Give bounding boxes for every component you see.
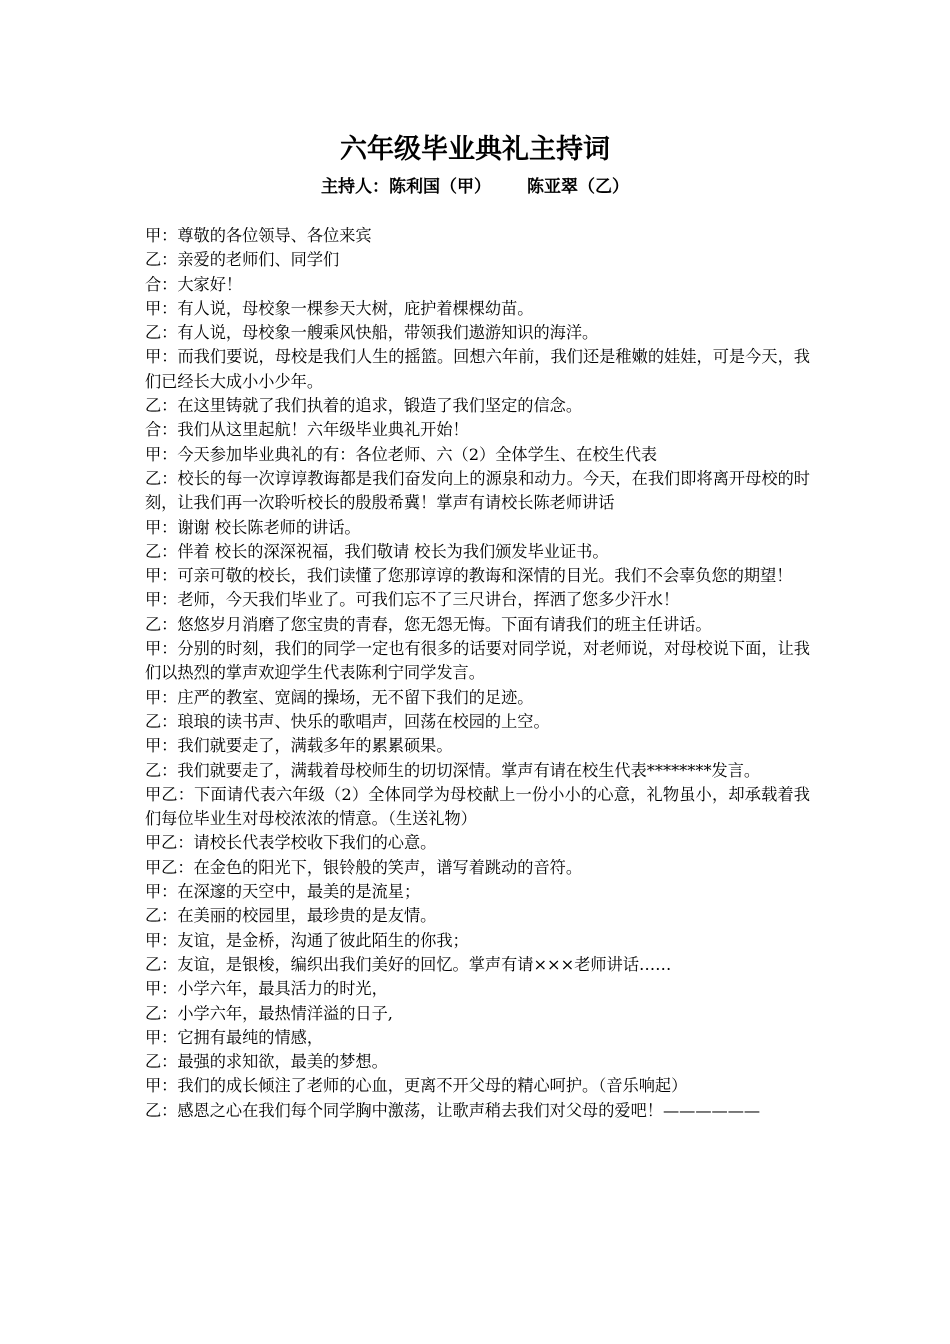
dialogue-line: 乙：在美丽的校园里，最珍贵的是友情。: [145, 906, 437, 926]
dialogue-line: 乙：校长的每一次谆谆教诲都是我们奋发向上的源泉和动力。今天，在我们即将离开母校的时刻，让我们再一次聆听校长的殷殷希冀！掌声有请校长陈老师讲话: [145, 468, 810, 513]
dialogue-line: 甲：我们的成长倾注了老师的心血，更离不开父母的精心呵护。（音乐响起）: [145, 1076, 688, 1096]
host-a: 主持人：陈利国（甲）: [321, 177, 491, 197]
host-b: 陈亚翠（乙）: [527, 177, 629, 197]
dialogue-line: 甲：分别的时刻，我们的同学一定也有很多的话要对同学说，对老师说，对母校说下面，让我们以热烈的掌声欢迎学生代表陈利宁同学发言。: [145, 639, 810, 683]
dialogue-line: 合：大家好！: [145, 274, 243, 294]
dialogue-line: 甲：今天参加毕业典礼的有：各位老师、六（2）全体学生、在校生代表: [145, 444, 658, 464]
dialogue-line: 甲：可亲可敬的校长，我们读懂了您那谆谆的教诲和深情的目光。我们不会辜负您的期望！: [145, 566, 793, 586]
dialogue-line: 乙：小学六年，最热情洋溢的日子,: [145, 1003, 393, 1023]
dialogue-line: 乙：有人说，母校象一艘乘风快船，带领我们遨游知识的海洋。: [145, 323, 599, 343]
dialogue-line: 乙：友谊，是银梭，编织出我们美好的回忆。掌声有请×××老师讲话……: [145, 954, 672, 974]
script-body: [145, 224, 810, 1123]
dialogue-line: 甲：庄严的教室、宽阔的操场，无不留下我们的足迹。: [145, 687, 534, 707]
dialogue-line: 甲乙：在金色的阳光下，银铃般的笑声，谱写着跳动的音符。: [145, 857, 583, 877]
dialogue-line: 甲乙：请校长代表学校收下我们的心意。: [145, 833, 437, 853]
dialogue-line: 乙：感恩之心在我们每个同学胸中激荡，让歌声稍去我们对父母的爱吧！——————: [145, 1100, 761, 1120]
dialogue-line: 甲：而我们要说，母校是我们人生的摇篮。回想六年前，我们还是稚嫩的娃娃，可是今天，我们已经长大成小小少年。: [145, 347, 810, 391]
dialogue-line: 乙：在这里铸就了我们执着的追求，锻造了我们坚定的信念。: [145, 396, 583, 416]
dialogue-line: 合：我们从这里起航！六年级毕业典礼开始！: [145, 420, 469, 440]
dialogue-line: 乙：亲爱的老师们、同学们: [145, 250, 340, 270]
document-title: 六年级毕业典礼主持词: [340, 134, 610, 165]
dialogue-line: 甲：它拥有最纯的情感，: [145, 1027, 324, 1047]
dialogue-line: 甲：老师，今天我们毕业了。可我们忘不了三尺讲台，挥洒了您多少汗水！: [145, 590, 680, 610]
hosts-line: [0, 174, 950, 200]
dialogue-line: 甲：有人说，母校象一棵参天大树，庇护着棵棵幼苗。: [145, 298, 534, 318]
dialogue-line: 甲：我们就要走了，满载多年的累累硕果。: [145, 736, 453, 756]
dialogue-line: 甲乙：下面请代表六年级（2）全体同学为母校献上一份小小的心意，礼物虽小，却承载着我们每位毕业生对母校浓浓的情意。（生送礼物）: [145, 784, 810, 829]
dialogue-line: 乙：伴着 校长的深深祝福，我们敬请 校长为我们颁发毕业证书。: [145, 541, 609, 561]
dialogue-line: 甲：小学六年，最具活力的时光，: [145, 979, 388, 999]
dialogue-line: 甲：谢谢 校长陈老师的讲话。: [145, 517, 361, 537]
dialogue-line: 甲：友谊，是金桥，沟通了彼此陌生的你我；: [145, 930, 469, 950]
dialogue-line: 乙：我们就要走了，满载着母校师生的切切深情。掌声有请在校生代表********发言。: [145, 760, 761, 780]
dialogue-line: 甲：在深邃的天空中，最美的是流星；: [145, 882, 421, 902]
dialogue-line: 乙：琅琅的读书声、快乐的歌唱声，回荡在校园的上空。: [145, 711, 550, 731]
dialogue-line: 乙：最强的求知欲，最美的梦想。: [145, 1052, 388, 1072]
dialogue-line: 甲：尊敬的各位领导、各位来宾: [145, 226, 372, 245]
dialogue-line: 乙：悠悠岁月消磨了您宝贵的青春，您无怨无悔。下面有请我们的班主任讲话。: [145, 614, 712, 634]
